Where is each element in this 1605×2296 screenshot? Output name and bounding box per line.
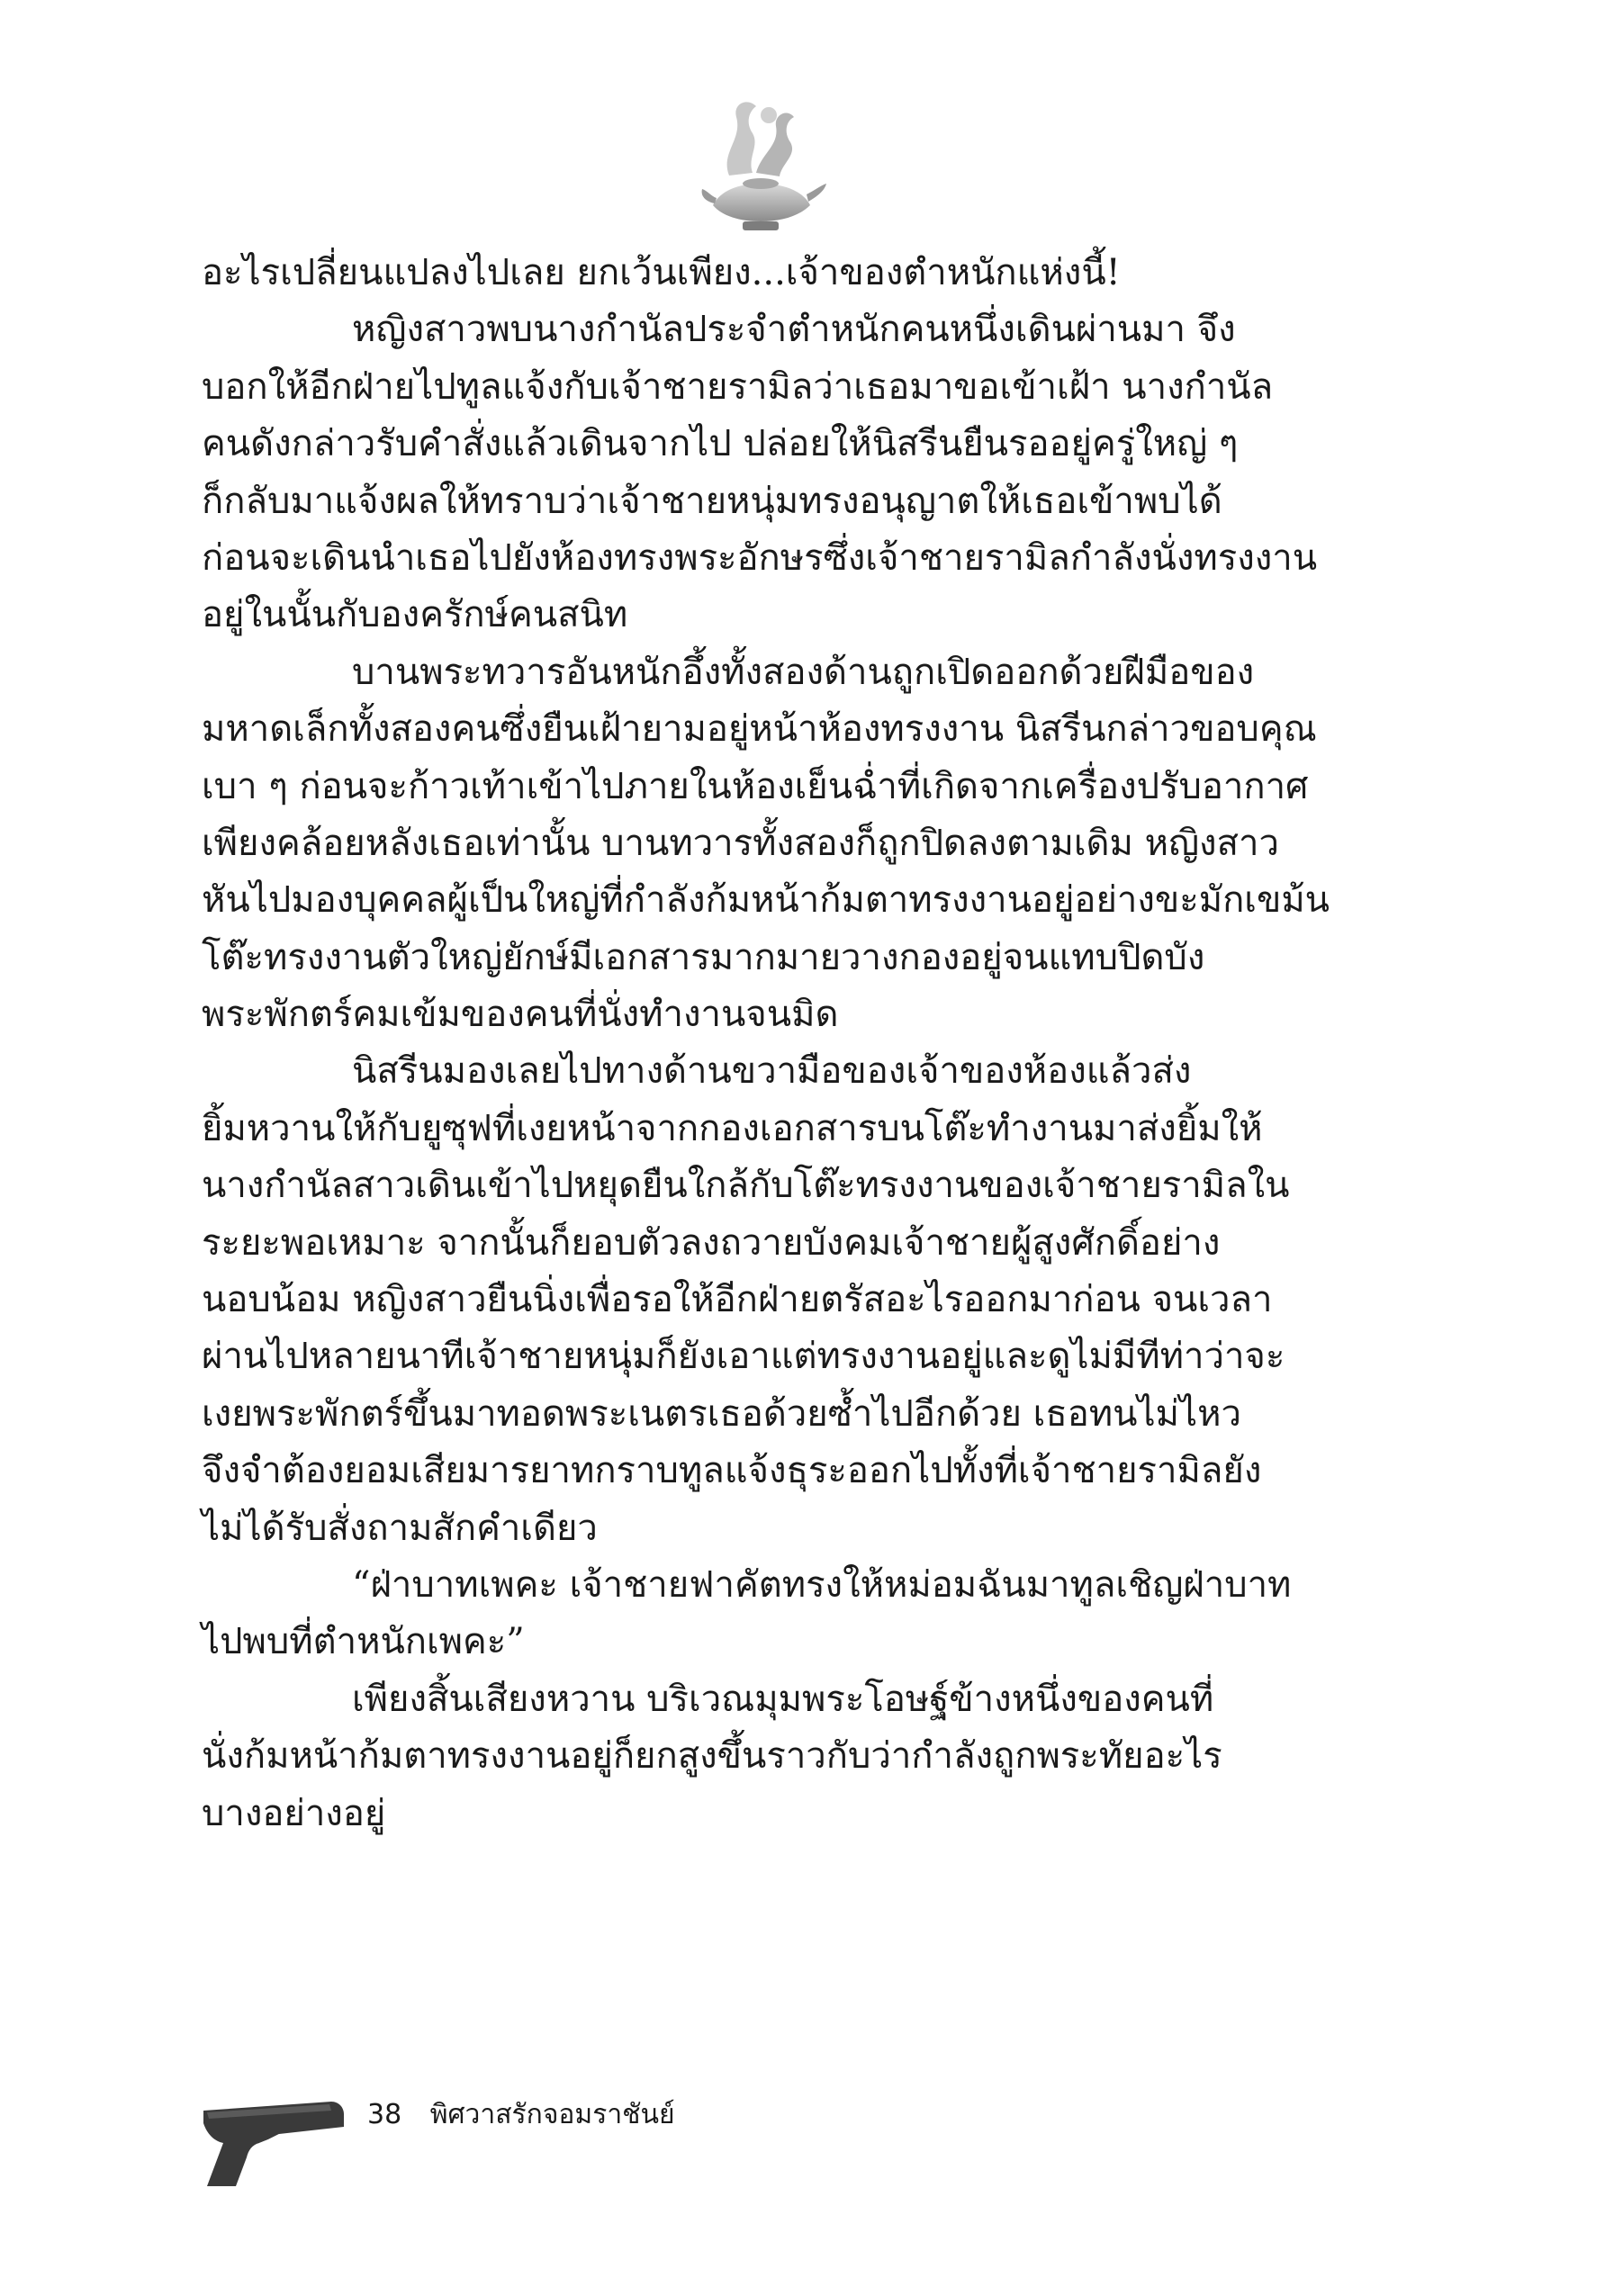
- paragraph: [202, 644, 1417, 1044]
- page-footer: [367, 2093, 675, 2136]
- chapter-body-text: [202, 245, 1417, 1842]
- text-line: คนดังกล่าวรับคำสั่งแล้วเดินจากไป ปล่อยให้นิสรีนยืนรออยู่ครู่ใหญ่ ๆ: [202, 423, 1239, 465]
- text-line: บางอย่างอยู่: [202, 1792, 386, 1834]
- text-line: “ฝ่าบาทเพคะ เจ้าชายฟาคัตทรงให้หม่อมฉันมาทูลเชิญฝ่าบาท: [352, 1563, 1292, 1606]
- text-line: โต๊ะทรงงานตัวใหญ่ยักษ์มีเอกสารมากมายวางกองอยู่จนแทบปิดบัง: [202, 936, 1205, 978]
- text-line: บอกให้อีกฝ่ายไปทูลแจ้งกับเจ้าชายรามิลว่าเธอมาขอเข้าเฝ้า นางกำนัล: [202, 365, 1274, 408]
- book-title: พิศวาสรักจอมราชันย์: [429, 2099, 675, 2130]
- text-line: นอบน้อม หญิงสาวยืนนิ่งเพื่อรอให้อีกฝ่ายตรัสอะไรออกมาก่อน จนเวลา: [202, 1279, 1273, 1321]
- paragraph: [202, 1557, 1417, 1671]
- text-line: อยู่ในนั้นกับองครักษ์คนสนิท: [202, 594, 628, 636]
- text-line: ระยะพอเหมาะ จากนั้นก็ยอบตัวลงถวายบังคมเจ้าชายผู้สูงศักดิ์อย่าง: [202, 1221, 1221, 1264]
- text-line: ยิ้มหวานให้กับยูซุฟที่เงยหน้าจากกองเอกสารบนโต๊ะทำงานมาส่งยิ้มให้: [202, 1107, 1263, 1149]
- paragraph: [202, 1043, 1417, 1557]
- text-line: บานพระทวารอันหนักอึ้งทั้งสองด้านถูกเปิดออกด้วยฝีมือของ: [352, 651, 1255, 693]
- text-line: ก่อนจะเดินนำเธอไปยังห้องทรงพระอักษรซึ่งเจ้าชายรามิลกำลังนั่งทรงงาน: [202, 536, 1318, 579]
- pistol-icon: [196, 2093, 349, 2192]
- text-line: ผ่านไปหลายนาทีเจ้าชายหนุ่มก็ยังเอาแต่ทรงงานอยู่และดูไม่มีทีท่าว่าจะ: [202, 1336, 1285, 1378]
- text-line: นิสรีนมองเลยไปทางด้านขวามือของเจ้าของห้องแล้วส่ง: [352, 1050, 1192, 1093]
- paragraph: [202, 245, 1417, 302]
- text-line: นั่งก้มหน้าก้มตาทรงงานอยู่ก็ยกสูงขึ้นราวกับว่ากำลังถูกพระทัยอะไร: [202, 1735, 1222, 1778]
- text-line: ไม่ได้รับสั่งถามสักคำเดียว: [202, 1507, 598, 1549]
- text-line: เพียงสิ้นเสียงหวาน บริเวณมุมพระโอษฐ์ข้างหนึ่งของคนที่: [352, 1678, 1214, 1720]
- paragraph: [202, 302, 1417, 644]
- text-line: หญิงสาวพบนางกำนัลประจำตำหนักคนหนึ่งเดินผ่านมา จึง: [352, 309, 1236, 351]
- genie-lamp-icon: [693, 90, 828, 243]
- text-line: ไปพบที่ตำหนักเพคะ”: [202, 1621, 525, 1663]
- page-number: 38: [367, 2099, 402, 2130]
- text-line: เบา ๆ ก่อนจะก้าวเท้าเข้าไปภายในห้องเย็นฉ่ำที่เกิดจากเครื่องปรับอากาศ: [202, 765, 1309, 807]
- text-line: พระพักตร์คมเข้มของคนที่นั่งทำงานจนมิด: [202, 994, 839, 1036]
- text-line: เงยพระพักตร์ขึ้นมาทอดพระเนตรเธอด้วยซ้ำไปอีกด้วย เธอทนไม่ไหว: [202, 1392, 1241, 1435]
- text-line: นางกำนัลสาวเดินเข้าไปหยุดยืนใกล้กับโต๊ะทรงงานของเจ้าชายรามิลใน: [202, 1165, 1290, 1207]
- text-line: ก็กลับมาแจ้งผลให้ทราบว่าเจ้าชายหนุ่มทรงอนุญาตให้เธอเข้าพบได้: [202, 480, 1222, 522]
- text-line: จึงจำต้องยอมเสียมารยาทกราบทูลแจ้งธุระออกไปทั้งที่เจ้าชายรามิลยัง: [202, 1450, 1262, 1492]
- paragraph: [202, 1671, 1417, 1842]
- text-line: มหาดเล็กทั้งสองคนซึ่งยืนเฝ้ายามอยู่หน้าห้องทรงงาน นิสรีนกล่าวขอบคุณ: [202, 708, 1317, 751]
- text-line: อะไรเปลี่ยนแปลงไปเลย ยกเว้นเพียง...เจ้าของตำหนักแห่งนี้!: [202, 252, 1121, 293]
- text-line: เพียงคล้อยหลังเธอเท่านั้น บานทวารทั้งสองก็ถูกปิดลงตามเดิม หญิงสาว: [202, 822, 1279, 864]
- text-line: หันไปมองบุคคลผู้เป็นใหญ่ที่กำลังก้มหน้าก้มตาทรงงานอยู่อย่างขะมักเขม้น: [202, 879, 1330, 922]
